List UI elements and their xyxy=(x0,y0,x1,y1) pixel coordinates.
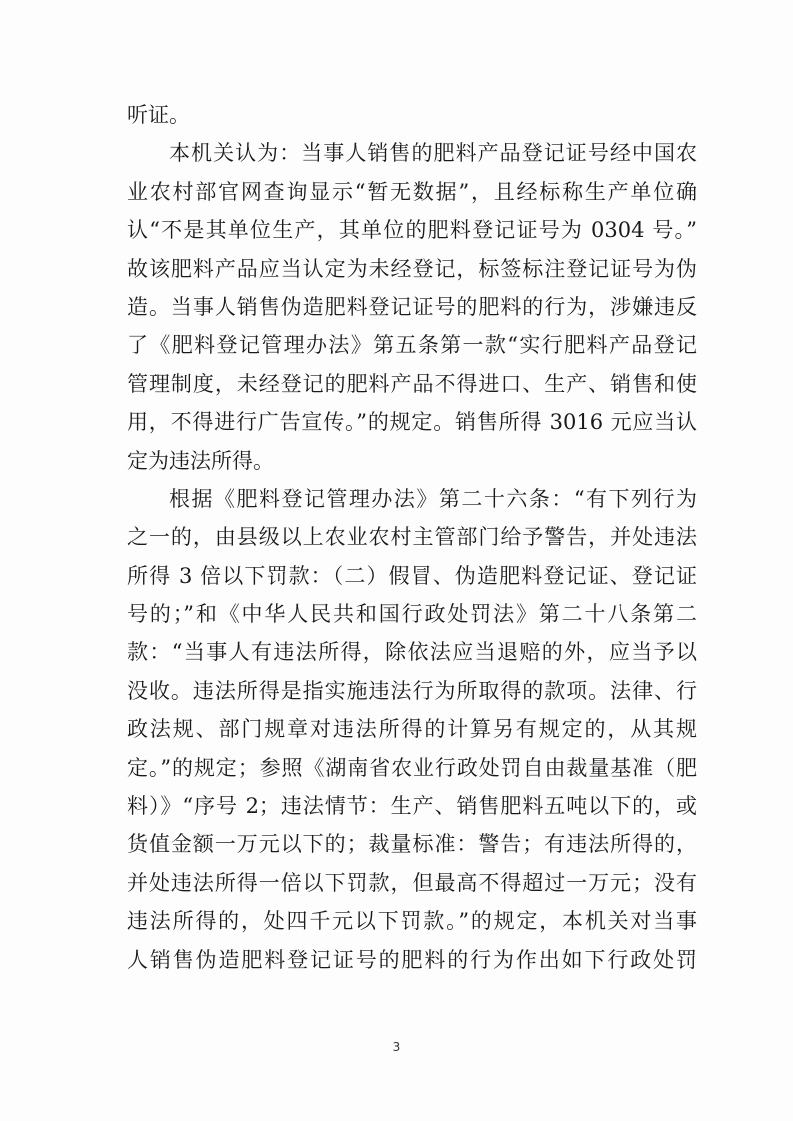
text-line: 款：“当事人有违法所得，除依法应当退赔的外，应当予以 xyxy=(127,640,697,665)
text-line: 之一的，由县级以上农业农村主管部门给予警告，并处违法 xyxy=(127,525,697,550)
document-body xyxy=(127,96,697,979)
text-line: 号的；”和《中华人民共和国行政处罚法》第二十八条第二 xyxy=(127,602,697,627)
text-line: 故该肥料产品应当认定为未经登记，标签标注登记证号为伪 xyxy=(127,256,697,281)
text-line: 定为违法所得。 xyxy=(127,448,274,473)
text-line: 违法所得的，处四千元以下罚款。”的规定，本机关对当事 xyxy=(127,909,697,934)
text-line: 听证。 xyxy=(127,103,190,127)
text-line: 人销售伪造肥料登记证号的肥料的行为作出如下行政处罚 xyxy=(127,947,697,972)
text-line: 了《肥料登记管理办法》第五条第一款“实行肥料产品登记 xyxy=(127,333,697,358)
text-line: 料）》“序号 2；违法情节：生产、销售肥料五吨以下的，或 xyxy=(127,794,697,819)
text-line: 认“不是其单位生产，其单位的肥料登记证号为 0304 号。” xyxy=(127,218,697,243)
text-line: 用，不得进行广告宣传。”的规定。销售所得 3016 元应当认 xyxy=(127,410,697,435)
page-number: 3 xyxy=(392,1040,401,1054)
text-line: 造。当事人销售伪造肥料登记证号的肥料的行为，涉嫌违反 xyxy=(127,294,697,319)
text-line: 政法规、部门规章对违法所得的计算另有规定的，从其规 xyxy=(127,717,697,742)
text-line: 定。”的规定；参照《湖南省农业行政处罚自由裁量基准（肥 xyxy=(127,755,697,780)
paragraph-start-line: 根据《肥料登记管理办法》第二十六条：“有下列行为 xyxy=(169,486,697,511)
text-line: 没收。违法所得是指实施违法行为所取得的款项。法律、行 xyxy=(127,678,697,703)
text-line: 业农村部官网查询显示“暂无数据”，且经标称生产单位确 xyxy=(127,179,697,204)
text-line: 货值金额一万元以下的；裁量标准：警告；有违法所得的， xyxy=(127,832,697,857)
text-line: 管理制度，未经登记的肥料产品不得进口、生产、销售和使 xyxy=(127,371,697,396)
paragraph-start-line: 本机关认为：当事人销售的肥料产品登记证号经中国农 xyxy=(169,141,697,166)
text-line: 所得 3 倍以下罚款：（二）假冒、伪造肥料登记证、登记证 xyxy=(127,563,697,588)
text-line: 并处违法所得一倍以下罚款，但最高不得超过一万元；没有 xyxy=(127,870,697,895)
